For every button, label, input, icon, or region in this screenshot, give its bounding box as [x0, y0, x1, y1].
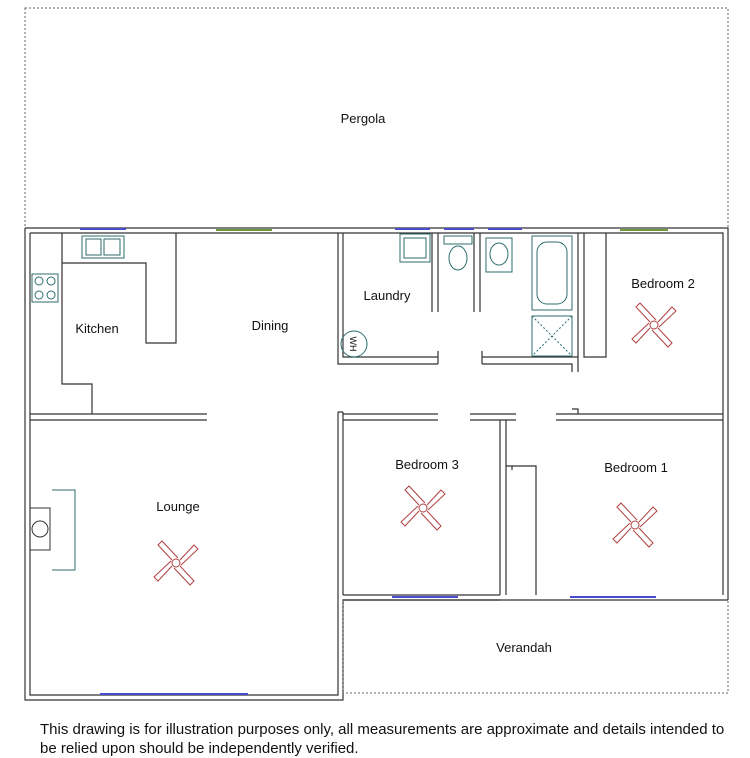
room-label-laundry: Laundry — [363, 288, 411, 303]
hall-walls — [338, 412, 516, 595]
shower-icon — [532, 316, 572, 356]
ceiling-fan-icon — [632, 303, 676, 347]
room-label-verandah: Verandah — [496, 640, 552, 655]
bath-icon — [532, 236, 572, 310]
cooktop-icon — [32, 274, 58, 302]
ceiling-fan-icon — [154, 541, 198, 585]
room-label-kitchen: Kitchen — [75, 321, 119, 336]
room-label-bedroom-3: Bedroom 3 — [395, 457, 459, 472]
toilet-icon — [444, 236, 472, 270]
bedroom2-walls — [556, 233, 723, 420]
water-heater-icon — [341, 331, 367, 357]
laundry-tub-icon — [400, 234, 430, 262]
room-label-dining: Dining — [251, 318, 289, 333]
fireplace-icon — [30, 490, 75, 570]
room-label-bedroom-1: Bedroom 1 — [604, 460, 668, 475]
disclaimer-text: This drawing is for illustration purposes only, all measurements are approximate and details intended to be relied upon should be independently verified. — [40, 721, 725, 757]
basin-icon — [486, 238, 512, 272]
ceiling-fan-icon — [401, 486, 445, 530]
bedroom1-robe — [506, 466, 536, 595]
room-label-bedroom-2: Bedroom 2 — [631, 276, 695, 291]
ceiling-fan-icon — [613, 503, 657, 547]
room-label-lounge: Lounge — [156, 499, 200, 514]
sink-icon — [82, 236, 124, 258]
water-heater-label: WH — [348, 336, 358, 352]
room-label-pergola: Pergola — [340, 111, 386, 126]
